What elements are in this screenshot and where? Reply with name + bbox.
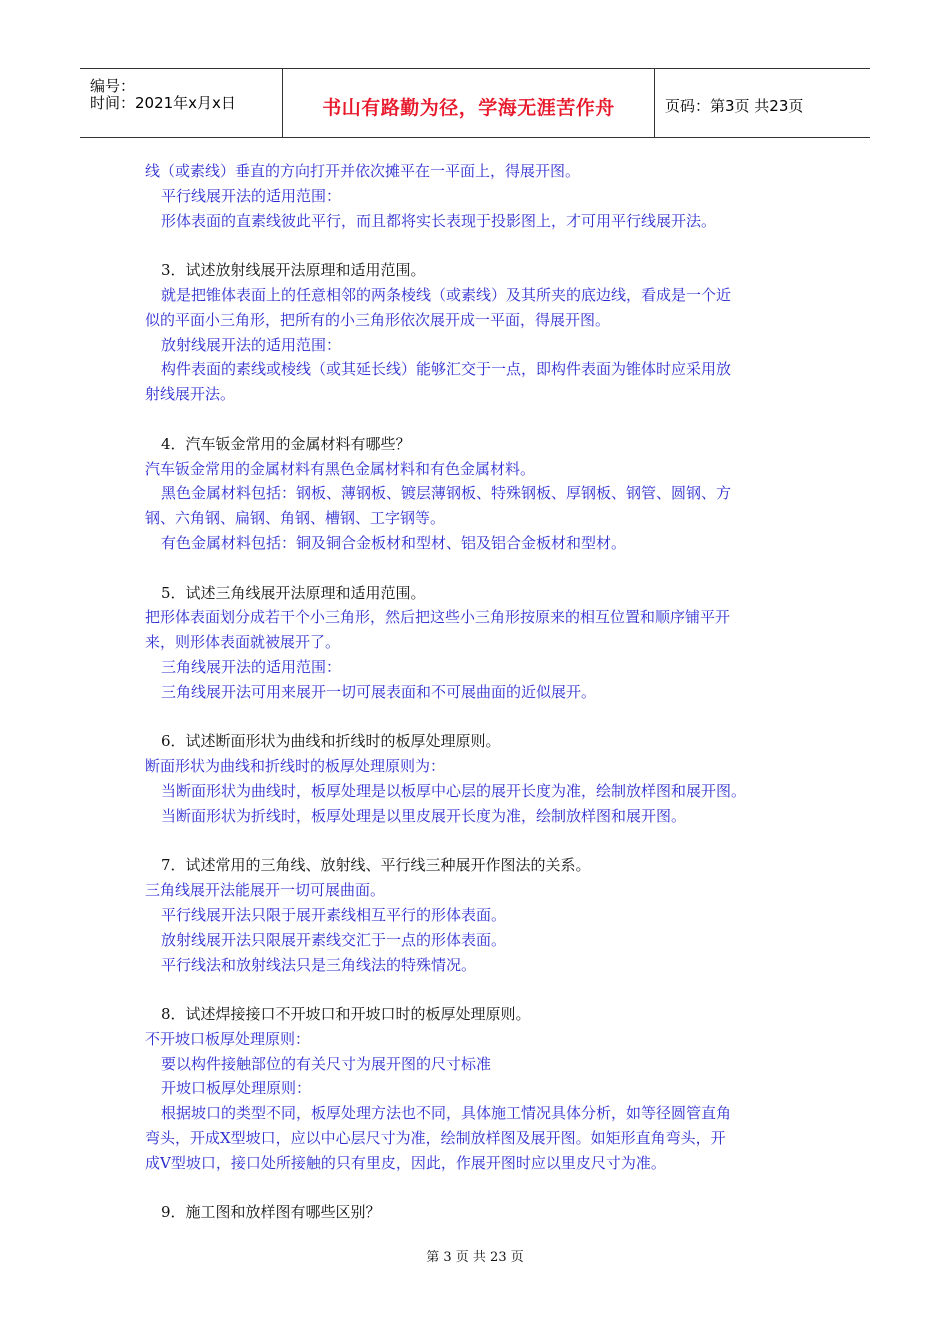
paragraph-gap	[145, 1176, 810, 1201]
paragraph-gap	[145, 556, 810, 581]
time-label: 时间：2021年x月x日	[90, 94, 236, 112]
answer-line: 汽车钣金常用的金属材料有黑色金属材料和有色金属材料。	[145, 459, 536, 478]
answer-line: 放射线展开法只限展开素线交汇于一点的形体表面。	[161, 930, 507, 949]
answer-line: 要以构件接触部位的有关尺寸为展开图的尺寸标准	[161, 1054, 492, 1073]
paragraph-gap	[145, 829, 810, 854]
question-line: 8．试述焊接接口不开坡口和开坡口时的板厚处理原则。	[161, 1005, 531, 1024]
answer-line: 平行线展开法的适用范围：	[161, 186, 342, 205]
number-label: 编号：	[90, 77, 136, 95]
answer-line: 钢、六角钢、扁钢、角钢、槽钢、工字钢等。	[145, 509, 446, 528]
answer-line: 不开坡口板厚处理原则：	[145, 1029, 311, 1048]
question-line: 6．试述断面形状为曲线和折线时的板厚处理原则。	[161, 732, 501, 751]
answer-line: 平行线展开法只限于展开素线相互平行的形体表面。	[161, 905, 507, 924]
header-motto-cell	[283, 69, 655, 137]
answer-line: 当断面形状为折线时，板厚处理是以里皮展开长度为准，绘制放样图和展开图。	[161, 806, 687, 825]
answer-line: 三角线展开法能展开一切可展曲面。	[145, 881, 386, 900]
answer-line: 断面形状为曲线和折线时的板厚处理原则为：	[145, 757, 446, 776]
page-indicator: 页码：第3页 共23页	[665, 97, 804, 115]
answer-line: 把形体表面划分成若干个小三角形，然后把这些小三角形按原来的相互位置和顺序铺平开	[145, 608, 731, 627]
paragraph-gap	[145, 407, 810, 432]
answer-line: 弯头，开成X型坡口，应以中心层尺寸为准，绘制放样图及展开图。如矩形直角弯头，开	[145, 1129, 726, 1148]
answer-line: 当断面形状为曲线时，板厚处理是以板厚中心层的展开长度为准，绘制放样图和展开图。	[161, 781, 747, 800]
answer-line: 三角线展开法可用来展开一切可展表面和不可展曲面的近似展开。	[161, 682, 597, 701]
answer-line: 三角线展开法的适用范围：	[161, 657, 342, 676]
answer-line: 形体表面的直素线彼此平行，而且都将实长表现于投影图上，才可用平行线展开法。	[161, 211, 717, 230]
answer-line: 根据坡口的类型不同，板厚处理方法也不同，具体施工情况具体分析，如等径圆管直角	[161, 1104, 732, 1123]
answer-line: 射线展开法。	[145, 385, 236, 404]
answer-line: 黑色金属材料包括：钢板、薄钢板、镀层薄钢板、特殊钢板、厚钢板、钢管、圆钢、方	[161, 484, 732, 503]
answer-line: 开坡口板厚处理原则：	[161, 1079, 312, 1098]
header-left-cell	[80, 69, 283, 137]
answer-line: 就是把锥体表面上的任意相邻的两条棱线（或素线）及其所夹的底边线，看成是一个近	[161, 285, 732, 304]
question-line: 4．汽车钣金常用的金属材料有哪些？	[161, 434, 411, 453]
answer-line: 来，则形体表面就被展开了。	[145, 633, 341, 652]
motto-text: 书山有路勤为径，学海无涯苦作舟	[322, 97, 615, 119]
header-right-cell	[655, 69, 870, 137]
paragraph-gap	[145, 705, 810, 730]
paragraph-gap	[145, 233, 810, 258]
page-footer: 第 3 页 共 23 页	[426, 1250, 524, 1265]
question-line: 7．试述常用的三角线、放射线、平行线三种展开作图法的关系。	[161, 856, 591, 875]
paragraph-gap	[145, 977, 810, 1002]
answer-line: 构件表面的素线或棱线（或其延长线）能够汇交于一点，即构件表面为锥体时应采用放	[161, 360, 732, 379]
question-line: 5．试述三角线展开法原理和适用范围。	[161, 583, 426, 602]
answer-line: 似的平面小三角形，把所有的小三角形依次展开成一平面，得展开图。	[145, 310, 611, 329]
question-line: 3．试述放射线展开法原理和适用范围。	[161, 261, 426, 280]
question-line: 9．施工图和放样图有哪些区别？	[161, 1203, 381, 1222]
answer-line: 线（或素线）垂直的方向打开并依次摊平在一平面上，得展开图。	[145, 162, 581, 180]
document-body	[145, 159, 810, 1225]
answer-line: 成V型坡口，接口处所接触的只有里皮，因此，作展开图时应以里皮尺寸为准。	[145, 1153, 666, 1172]
answer-line: 放射线展开法的适用范围：	[161, 335, 342, 354]
page-header	[80, 68, 870, 138]
answer-line: 平行线法和放射线法只是三角线法的特殊情况。	[161, 955, 477, 974]
answer-line: 有色金属材料包括：铜及铜合金板材和型材、铝及铝合金板材和型材。	[161, 533, 627, 552]
